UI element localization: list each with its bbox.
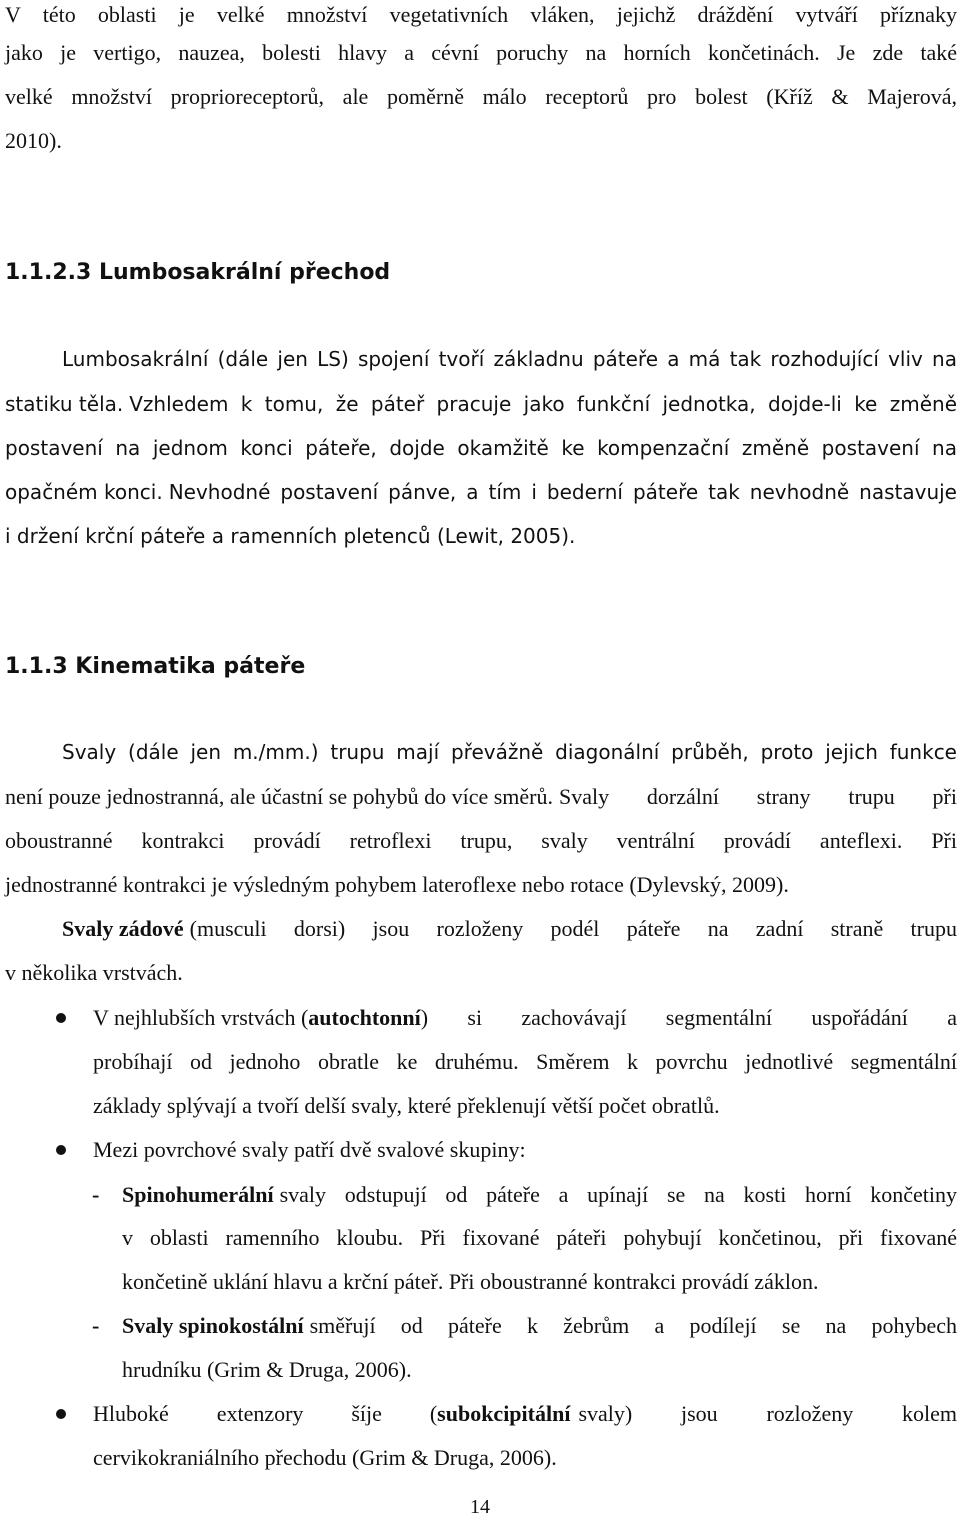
bold-term: autochtonní — [308, 1005, 421, 1030]
list-text: V nejhlubších vrstvách ( — [93, 1005, 309, 1030]
page-number: 14 — [470, 1496, 490, 1518]
paragraph-line: v několika vrstvách. — [5, 960, 183, 985]
paragraph-text: opačném konci. — [5, 480, 163, 504]
bold-term: Spinohumerální — [122, 1182, 274, 1207]
list-item-line: končetině uklání hlavu a krční páteř. Při oboustranné kontrakci provádí záklon. — [122, 1269, 819, 1294]
list-text: ) si zachovávají segmentální uspořádání a — [420, 1005, 957, 1030]
dash-marker: - — [92, 1182, 100, 1207]
paragraph-line: 2010). — [5, 128, 62, 153]
paragraph-line: Lumbosakrální (dále jen LS) spojení tvoří základnu páteře a má tak rozhodující vliv na — [62, 347, 957, 371]
bold-term: subokcipitální — [437, 1401, 571, 1426]
paragraph-line: V této oblasti je velké množství vegetativních vláken, jejichž dráždění vytváří příznaky — [5, 2, 957, 27]
paragraph-line: velké množství proprioreceptorů, ale poměrně málo receptorů pro bolest (Kříž & Majerová, — [5, 84, 957, 109]
paragraph-text: (musculi dorsi) jsou rozloženy podél páteře na zadní straně trupu — [189, 916, 957, 941]
bold-term: Svaly zádové — [62, 916, 184, 941]
section-heading: 1.1.2.3 Lumbosakrální přechod — [5, 260, 391, 285]
list-item-line: probíhají od jednoho obratle ke druhému. Směrem k povrchu jednotlivé segmentální — [93, 1049, 957, 1074]
list-text: svaly odstupují od páteře a upínají se na kosti horní končetiny — [279, 1182, 957, 1207]
bold-term: Svaly spinokostální — [122, 1313, 304, 1338]
paragraph-text: statiku těla. — [5, 392, 124, 416]
list-item-line: Mezi povrchové svaly patří dvě svalové skupiny: — [93, 1137, 526, 1162]
paragraph-line: jako je vertigo, nauzea, bolesti hlavy a cévní poruchy na horních končetinách. Je zde také — [5, 40, 957, 65]
paragraph-text: Svaly dorzální strany trupu při — [559, 784, 957, 809]
list-item-line — [122, 1311, 957, 1341]
bullet-icon — [56, 1145, 66, 1155]
list-item-line — [93, 1399, 957, 1429]
list-item-line — [122, 1180, 957, 1210]
paragraph-line: postavení na jednom konci páteře, dojde okamžitě ke kompenzační změně postavení na — [5, 436, 957, 460]
list-item-line: základy splývají a tvoří delší svaly, které překlenují větší počet obratlů. — [93, 1093, 720, 1118]
list-text: směřují od páteře k žebrům a podílejí se na pohybech — [309, 1313, 957, 1338]
paragraph-line: Svaly (dále jen m./mm.) trupu mají převážně diagonální průběh, proto jejich funkce — [62, 740, 957, 764]
paragraph-text: Nevhodné postavení pánve, a tím i bederní páteře tak nevhodně nastavuje — [168, 480, 957, 504]
paragraph-text: Vzhledem k tomu, že páteř pracuje jako funkční jednotka, dojde-li ke změně — [129, 392, 957, 416]
paragraph-text: není pouze jednostranná, ale účastní se pohybů do více směrů. — [5, 784, 554, 809]
list-item-line: v oblasti ramenního kloubu. Při fixované páteři pohybují končetinou, při fixované — [122, 1225, 957, 1250]
paragraph-line — [5, 782, 957, 812]
dash-marker: - — [92, 1313, 100, 1338]
paragraph-line — [5, 389, 957, 419]
list-item-line: cervikokraniálního přechodu (Grim & Druga, 2006). — [93, 1445, 557, 1470]
paragraph-line: jednostranné kontrakci je výsledným pohybem lateroflexe nebo rotace (Dylevský, 2009). — [5, 872, 789, 897]
paragraph-line: oboustranné kontrakci provádí retroflexi trupu, svaly ventrální provádí anteflexi. Při — [5, 828, 957, 853]
list-item-line: hrudníku (Grim & Druga, 2006). — [122, 1357, 412, 1382]
section-heading: 1.1.3 Kinematika páteře — [5, 654, 306, 679]
paragraph-line: i držení krční páteře a ramenních pletenců (Lewit, 2005). — [5, 524, 576, 548]
bullet-icon — [56, 1013, 66, 1023]
list-text: svaly) jsou rozloženy kolem — [578, 1401, 957, 1426]
bullet-icon — [56, 1409, 66, 1419]
paragraph-line — [62, 914, 957, 944]
list-text: Hluboké extenzory šíje ( — [93, 1401, 438, 1426]
list-item-line — [93, 1003, 957, 1033]
paragraph-line — [5, 477, 957, 507]
